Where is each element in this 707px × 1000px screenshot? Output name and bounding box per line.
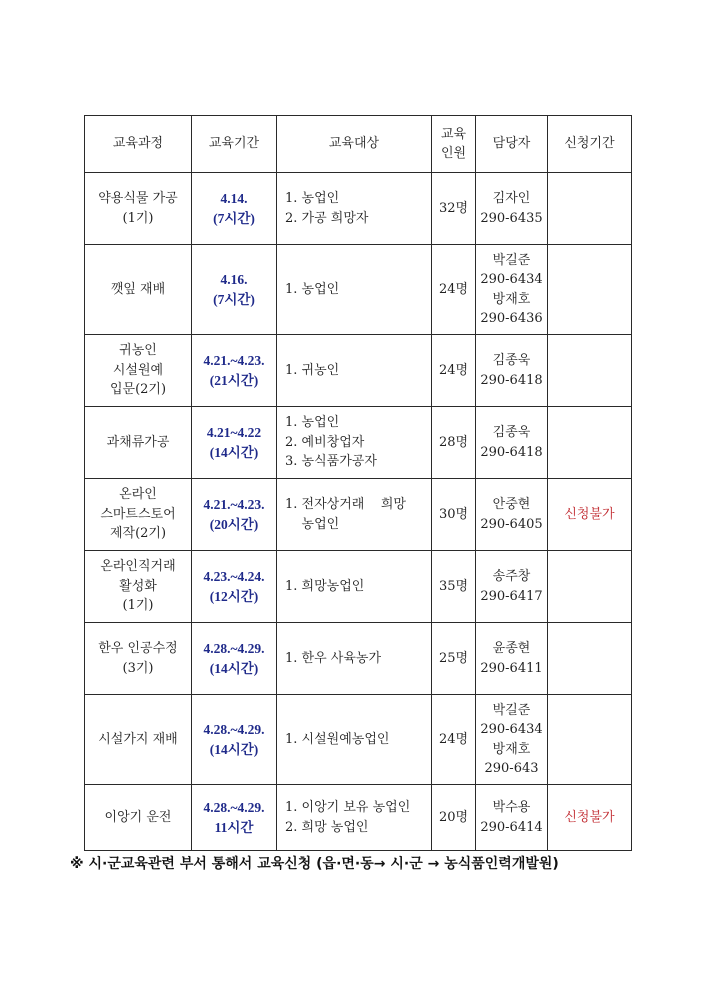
manager-cell: [476, 245, 548, 335]
course-cell-line: 시설원예: [112, 362, 164, 378]
course-cell-line: 시설가지 재배: [98, 731, 178, 747]
header-target: 교육대상: [277, 116, 432, 173]
count-cell: 20명: [432, 785, 476, 851]
header-row: [85, 116, 632, 173]
manager-cell-line: 290-6435: [480, 210, 543, 226]
course-cell-line: 한우 인공수정: [98, 641, 178, 656]
manager-cell-line: 290-6434: [480, 722, 543, 737]
manager-cell-line: 박길준: [492, 702, 531, 718]
course-cell: [85, 623, 192, 695]
course-cell-line: 과채류가공: [106, 434, 170, 450]
period-cell-line: 4.28.~4.29.: [203, 721, 265, 737]
target-cell: [277, 245, 432, 335]
target-cell-line: 3. 농식품가공자: [285, 454, 377, 470]
count-cell: 32명: [432, 173, 476, 245]
target-cell-line: 1. 농업인: [285, 191, 340, 206]
manager-cell-line: 290-6405: [480, 516, 543, 532]
target-cell: [277, 551, 432, 623]
course-cell-line: (1기): [122, 210, 154, 226]
course-cell-line: 귀농인: [119, 343, 157, 359]
target-cell-line: 1. 시설원예농업인: [285, 731, 390, 747]
manager-cell-line: 290-6417: [480, 588, 543, 604]
period-cell-line: (21시간): [209, 372, 259, 388]
manager-cell-line: 윤종현: [492, 641, 531, 656]
table-row: [85, 623, 632, 695]
target-cell: [277, 785, 432, 851]
course-cell-line: 깻잎 재배: [110, 281, 166, 297]
manager-cell-line: 방재호: [492, 741, 531, 757]
target-cell-line: 1. 전자상거래 희망: [285, 497, 406, 512]
course-cell-line: 약용식물 가공: [98, 191, 178, 206]
apply-cell: [548, 551, 632, 623]
period-cell-line: (12시간): [209, 588, 259, 604]
period-cell-line: (14시간): [209, 660, 259, 676]
target-cell-line: 1. 한우 사육농가: [285, 650, 382, 666]
period-cell-line: (20시간): [209, 516, 259, 532]
period-cell: [192, 335, 277, 407]
count-cell: 35명: [432, 551, 476, 623]
period-cell-line: 4.21.~4.23.: [203, 496, 265, 512]
apply-cell: 신청불가: [548, 479, 632, 551]
target-cell: [277, 479, 432, 551]
period-cell-line: 4.21.~4.23.: [203, 352, 265, 368]
course-cell: [85, 695, 192, 785]
manager-cell: [476, 623, 548, 695]
course-cell: [85, 407, 192, 479]
course-cell-line: 이앙기 운전: [104, 809, 172, 825]
count-cell: 24명: [432, 335, 476, 407]
course-cell-line: (3기): [122, 660, 154, 676]
target-cell-line: 1. 이앙기 보유 농업인: [285, 800, 411, 815]
period-cell: [192, 407, 277, 479]
course-cell-line: 활성화: [119, 578, 157, 594]
header-count: 교육 인원: [432, 116, 476, 173]
target-cell-line: 1. 희망농업인: [285, 578, 365, 594]
period-cell: [192, 785, 277, 851]
target-cell: [277, 623, 432, 695]
target-cell-line: 2. 희망 농업인: [285, 819, 369, 835]
manager-cell: [476, 173, 548, 245]
period-cell-line: (7시간): [213, 291, 255, 307]
course-cell: [85, 479, 192, 551]
target-cell-line: 2. 가공 희망자: [285, 210, 369, 226]
header-manager: 담당자: [476, 116, 548, 173]
education-schedule-table: [84, 115, 632, 851]
period-cell-line: 4.16.: [220, 271, 248, 287]
target-cell-line: 1. 귀농인: [285, 362, 340, 378]
course-cell-line: (1기): [122, 598, 154, 614]
manager-cell-line: 김종욱: [492, 353, 531, 368]
header-apply: 신청기간: [548, 116, 632, 173]
manager-cell-line: 290-6411: [480, 660, 543, 676]
apply-cell: [548, 335, 632, 407]
table-body: [85, 173, 632, 851]
period-cell-line: 4.21~4.22: [206, 424, 262, 440]
target-cell: [277, 335, 432, 407]
apply-cell: [548, 623, 632, 695]
target-cell-line: 1. 농업인: [285, 281, 340, 297]
manager-cell: [476, 551, 548, 623]
count-cell: 30명: [432, 479, 476, 551]
course-cell-line: 온라인직거래: [100, 559, 176, 575]
course-cell-line: 스마트스토어: [100, 506, 176, 522]
apply-cell: 신청불가: [548, 785, 632, 851]
header-course: 교육과정: [85, 116, 192, 173]
period-cell-line: (14시간): [209, 741, 259, 757]
manager-cell-line: 안중현: [492, 497, 531, 512]
period-cell-line: (7시간): [213, 210, 255, 226]
manager-cell: [476, 695, 548, 785]
course-cell-line: 입문(2기): [109, 382, 167, 398]
target-cell: [277, 173, 432, 245]
table-row: [85, 785, 632, 851]
target-cell-line: 1. 농업인: [285, 415, 340, 431]
target-cell-line: 2. 예비창업자: [285, 434, 365, 450]
period-cell: [192, 695, 277, 785]
count-cell: 28명: [432, 407, 476, 479]
course-cell-line: 제작(2기): [109, 526, 167, 542]
apply-cell: [548, 695, 632, 785]
manager-cell-line: 박길준: [492, 252, 531, 268]
course-cell-line: 온라인: [119, 487, 157, 503]
manager-cell-line: 290-6418: [480, 444, 543, 460]
footer-note: ※ 시·군교육관련 부서 통해서 교육신청 (읍·면·동→ 시·군 → 농식품인력개발원): [70, 856, 559, 872]
manager-cell-line: 290-6436: [480, 311, 543, 326]
manager-cell-line: 290-643: [484, 761, 539, 776]
period-cell-line: 11시간: [214, 819, 254, 835]
manager-cell: [476, 407, 548, 479]
manager-cell-line: 박수용: [492, 800, 531, 815]
target-cell: [277, 407, 432, 479]
apply-cell: [548, 245, 632, 335]
manager-cell-line: 290-6414: [480, 819, 543, 835]
table-row: [85, 695, 632, 785]
manager-cell-line: 290-6434: [480, 272, 543, 287]
header-period: 교육기간: [192, 116, 277, 173]
manager-cell: [476, 335, 548, 407]
apply-cell: [548, 173, 632, 245]
table-row: [85, 173, 632, 245]
table-row: [85, 407, 632, 479]
apply-cell: [548, 407, 632, 479]
manager-cell-line: 송주창: [492, 569, 531, 584]
period-cell-line: 4.28.~4.29.: [203, 799, 265, 815]
table-header: [85, 116, 632, 173]
period-cell: [192, 551, 277, 623]
count-cell: 24명: [432, 695, 476, 785]
period-cell-line: 4.28.~4.29.: [203, 640, 265, 656]
count-cell: 25명: [432, 623, 476, 695]
course-cell: [85, 785, 192, 851]
target-cell-line: 농업인: [285, 516, 340, 532]
manager-cell-line: 김자인: [492, 191, 531, 206]
period-cell-line: (14시간): [209, 444, 259, 460]
table-row: [85, 335, 632, 407]
table-row: [85, 479, 632, 551]
period-cell: [192, 479, 277, 551]
course-cell: [85, 245, 192, 335]
target-cell: [277, 695, 432, 785]
period-cell: [192, 623, 277, 695]
period-cell: [192, 173, 277, 245]
table-row: [85, 245, 632, 335]
manager-cell: [476, 785, 548, 851]
course-cell: [85, 551, 192, 623]
period-cell-line: 4.14.: [220, 190, 248, 206]
period-cell: [192, 245, 277, 335]
course-cell: [85, 335, 192, 407]
course-cell: [85, 173, 192, 245]
manager-cell-line: 방재호: [492, 291, 531, 307]
manager-cell: [476, 479, 548, 551]
period-cell-line: 4.23.~4.24.: [203, 568, 265, 584]
table-row: [85, 551, 632, 623]
manager-cell-line: 김종욱: [492, 425, 531, 440]
manager-cell-line: 290-6418: [480, 372, 543, 388]
count-cell: 24명: [432, 245, 476, 335]
